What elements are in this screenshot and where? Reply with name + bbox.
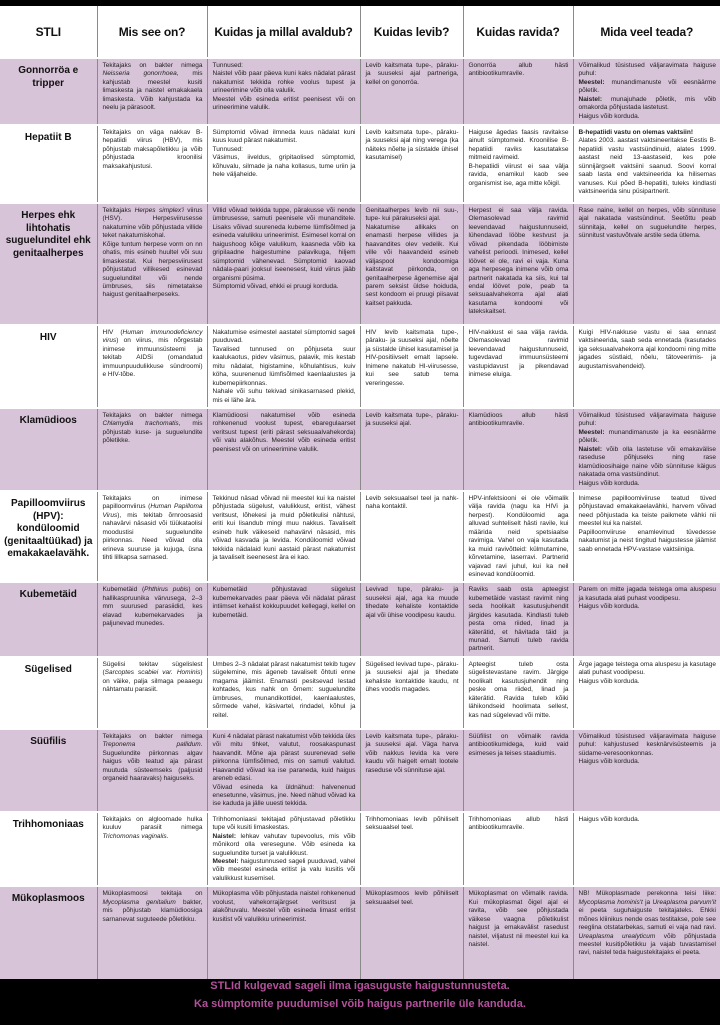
cell-gonorroa-col2: Tekitajaks on bakter nimega Neisseria gonorrhoea, mis kahjustab meestel kusiti limaskesta ja naistel emakakaela limaskesta. Võib kahjustada ka neelu ja pärasoolt.: [97, 58, 207, 125]
cell-mukoplasmoos-col5: Mükoplasmat on võimalik ravida. Kui mükoplasmat õigel ajal ei ravita, võib see põhjustada väikese vaagna põletikulist haigust ja emakavälist rasedust naistel, viljatust nii meestel kui ka naistel.: [463, 886, 573, 979]
cell-mukoplasmoos-col4: Mükoplasmoos levib põhiliselt seksuaalsel teel.: [360, 886, 463, 979]
table-row-kubemetaid: [0, 582, 720, 657]
cell-herpes-col3: Villid võivad tekkida tuppe, pärakusse või nende ümbrusesse, samuti peenisele või munanditele. Lisaks võivad suureneda kubeme lümfisõlmed ja esineda valulikku urineerimist. Esimesel korral on haigushoog kõige valulikum, kaasneda võib ka gripilaadne haigestumine palavikuga, hiljem sümptomid vähenevad. Sümptomid kaovad nädala-paari jooksul iseenesest, kuid viirus jääb organismi püsima. Sümptomid võivad, ehkki ei pruugi korduda.: [207, 203, 360, 325]
disease-name-herpes: Herpes ehk lihtohatis suguelunditel ehk genitaalherpes: [0, 203, 97, 325]
disease-name-gonorroa: Gonnorröa e tripper: [0, 58, 97, 125]
cell-suufilis-col6: Võimalikud tüsistused väljaravimata haiguse puhul: kahjustused kesknärvisüsteemis ja südame-veresoonkonnas. Haigus võib korduda.: [573, 729, 720, 812]
cell-klamudioos-col2: Tekitajaks on bakter nimega Chlamydia trachomatis, mis põhjustab kuse- ja suguelundite põletikke.: [97, 408, 207, 491]
disease-name-mukoplasmoos: Mükoplasmoos: [0, 886, 97, 979]
table-row-sugelised: [0, 657, 720, 729]
column-header-3: Kuidas ja millal avaldub?: [207, 6, 360, 58]
disease-name-sugelised: Sügelised: [0, 657, 97, 729]
cell-hepatiit-b-col6: B-hepatiidi vastu on olemas vaktsiin! Alates 2003. aastast vaktsineeritakse Eestis B-hepatiidi vastu vastsündinuid, alates 1999. aastast neid 13-aastaseid, kes pole sünnijärgselt vaktsiini saanud. Soovi korral saab lasta end vaktsineerida ka hilisemas vanuses. Kui põed B-hepatiiti, tuleks kindlasti vaktsineerida sinu püsipartnerit.: [573, 125, 720, 203]
disease-name-hepatiit-b: Hepatiit B: [0, 125, 97, 203]
cell-trihhomoniaas-col6: Haigus võib korduda.: [573, 812, 720, 887]
cell-hiv-col6: Kuigi HIV-nakkuse vastu ei saa ennast vaktsineerida, saab seda ennetada (kasutades iga seksuaalvahekorra ajal kondoomi ning mitte jagades süstlaid, nõelu, tätoveerimis- ja augustamisvahendeid).: [573, 325, 720, 408]
cell-hiv-col2: HIV (Human immunodeficiency virus) on viirus, mis nõrgestab inimese immuunsüsteemi ja tekitab AIDSi (omandatud immuunpuudulikkuse sündroomi) e HIV-tõbe.: [97, 325, 207, 408]
cell-kubemetaid-col4: Levivad tupe, päraku- ja suuseksi ajal, aga ka muude tihedate kehaliste kontaktide ajal või ühise voodipesu kaudu.: [360, 582, 463, 657]
cell-sugelised-col4: Sügelised levivad tupe-, päraku- ja suuseksi ajal ja tihedate kehaliste kontaktide kaudu, nt ühes voodis magades.: [360, 657, 463, 729]
cell-suufilis-col4: Levib kaitsmata tupe-, päraku- ja suuseksi ajal. Väga harva võib nakkus levida ka vere kaudu või haigelt emalt lootele raseduse või sünnituse ajal.: [360, 729, 463, 812]
cell-hpv-col2: Tekitajaks on inimese papilloomviirus (Human Papilloma Virus), mis tekitab õrnroosasid nahavärvi näsasid või tüükataolisi moodustisi suguelundite piirkonnas. Need võivad olla erineva suuruse ja kujuga, üsna tihti lillkapsa sarnased.: [97, 491, 207, 582]
cell-herpes-col2: Tekitajaks Herpes simplex'i viirus (HSV). Herpesviirusesse nakatumine võib põhjustada villide teket nakatumiskohal. Kõige tuntum herpese vorm on nn ohatis, mis esineb huultel või suu limaskestal. Kui herpesviirusest põhjustatud villikesed esinevad suguelunditel või nende ümbruses, siis nimetatakse haigust genitaalherpeseks.: [97, 203, 207, 325]
cell-klamudioos-col6: Võimalikud tüsistused väljaravimata haiguse puhul: Meestel: munandimanuste ja ka eesnäärme põletik. Naistel: võib olla lastetuse või emakavälise raseduse põhjuseks ning rase klamüdioosihaige naine võib sünnituse käigus nakatada oma vastsündinut. Haigus võib korduda.: [573, 408, 720, 491]
cell-hepatiit-b-col2: Tekitajaks on väga nakkav B-hepatiidi viirus (HBV), mis põhjustab maksapõletikku ja võib põhjustada kroonilisi maksakahjustusi.: [97, 125, 207, 203]
disease-name-hpv: Papilloomviirus (HPV): kondüloomid (genitaaltüükad) ja emakakaelavähk.: [0, 491, 97, 582]
column-header-2: Mis see on?: [97, 6, 207, 58]
cell-hiv-col5: HIV-nakkust ei saa välja ravida. Olemasolevad ravimid leevendavad haigustunnuseid, tugevdavad immuunsüsteemi vastupidavust ja pikendavad inimese eluiga.: [463, 325, 573, 408]
cell-trihhomoniaas-col5: Trihhomoniaas allub hästi antibiootikumravile.: [463, 812, 573, 887]
disease-name-kubemetaid: Kubemetäid: [0, 582, 97, 657]
cell-sugelised-col3: Umbes 2–3 nädalat pärast nakatumist tekib tugev sügelemine, mis ägeneb tavaliselt õhtuti enne magama jäämist. Enamasti pesitsevad lestad kohtades, kus nahk on õrnem: suguelundite ümbruses, munandikottidel, kaenlaalustes, sõrmede vahel, käsivartel, rindadel, kõhul ja reitel.: [207, 657, 360, 729]
cell-trihhomoniaas-col2: Tekitajaks on algloomade hulka kuuluv parasiit nimega Trichomonas vaginalis.: [97, 812, 207, 887]
cell-mukoplasmoos-col6: NB! Mükoplasmade perekonna teisi liike: Mycoplasma hominis't ja Ureaplasma parvum'it ei peeta suguhaiguste tekitajateks. Ehkki mõnes kliinikus nende osas testitakse, pole see reeglina otstatarbekas, samuti ei vaja nad ravi. Ureaplasma urealyticum võib põhjustada meestel kusitipõletikku ja vajab tuvastamisel ravi, naistel teda haigustekitajaks ei peeta.: [573, 886, 720, 979]
disease-name-trihhomoniaas: Trihhomoniaas: [0, 812, 97, 887]
cell-hepatiit-b-col3: Sümptomid võivad ilmneda kuus nädalat kuni kuus kuud pärast nakatumist. Tunnused: Väsimus, iiveldus, gripitaolised sümptomid, kõhuvalu, silmade ja naha kollasus, tume uriin ja hele väljaheide.: [207, 125, 360, 203]
column-header-5: Kuidas ravida?: [463, 6, 573, 58]
cell-gonorroa-col4: Levib kaitsmata tupe-, päraku- ja suuseksi ajal partneriga, kellel on gonorröa.: [360, 58, 463, 125]
cell-sugelised-col2: Sügelisi tekitav sügelislest (Sarcoptes scabiei var. Hominis) on väike, palja silmaga peaaegu nähtamatu parasiit.: [97, 657, 207, 729]
cell-trihhomoniaas-col3: Trihhomoniaasi tekitajad põhjustavad põletikku tupe või kusiti limaskestas. Naistel: lehkav vahutav tupevoolus, mis võib mõnikord olla veresegune. Võib esineda ka suguelundite turset ja valulikkust. Meestel: haigustunnused sageli puuduvad, vahel võib meestel esineda eritist ja valu kusitis või valulikkust kusemisel.: [207, 812, 360, 887]
table-row-suufilis: [0, 729, 720, 812]
cell-hpv-col5: HPV-infektsiooni ei ole võimalik välja ravida (nagu ka HIVi ja herpest). Kondüloomid aga alluvad suhteliselt hästi ravile, kui määrida neid spetsiaalse ravimiga. Vahel on vaja kasutada ka muid ravivõtteid: külmutamine, kõrvetamine, laserravi. Partnerid vajavad ravi juhul, kui ka neil esinevad kondüloomid.: [463, 491, 573, 582]
cell-suufilis-col3: Kuni 4 nädalat pärast nakatumist võib tekkida üks või mitu tihket, valutut, roosakaspunast haavandit. Mõne aja pärast suurenevad selle piirkonna lümfisõlmed, mis on samuti valutud. Haavandid võivad ka ise paraneda, kuid haigus areneb edasi. Võivad esineda ka üldnähud: halvenenud enesetunne, väsimus, jne. Need nähud võivad ka ise kaduda ja jälle uuesti tekkida.: [207, 729, 360, 812]
table-row-herpes: [0, 203, 720, 325]
cell-suufilis-col2: Tekitajaks on bakter nimega Treponema pallidum. Suguelundite piirkonnas algav haigus võib teatud aja pärast muutuda süsteemseks (paljusid organeid haaravaks) haiguseks.: [97, 729, 207, 812]
cell-hpv-col3: Tekkinud näsad võivad nii meestel kui ka naistel põhjustada sügelust, valulikkust, eritist, vähest veritsust, lõhekesi ja muid põletikulisi nähtusi, eriti kui lisandub mingi muu nakkus. Tavaliselt esineb hulk väikeseid nahavärvi näsasid, mis võivad kasvada ja levida. Kondüloomid võivad tekkida nädalaid kuni aastaid pärast nakatumist ja tavaliselt iseenesest ära ei kao.: [207, 491, 360, 582]
table-row-hepatiit-b: [0, 125, 720, 203]
header-row: [0, 6, 720, 58]
cell-kubemetaid-col3: Kubemetäid põhjustavad sügelust kubemekarvades paar päeva või nädalat pärast intiimset kehalist kokkupuudet kellegagi, kellel on kubemetäid.: [207, 582, 360, 657]
table-row-gonorroa: [0, 58, 720, 125]
cell-klamudioos-col4: Levib kaitsmata tupe-, päraku- ja suuseksi ajal.: [360, 408, 463, 491]
disease-name-suufilis: Süüfilis: [0, 729, 97, 812]
cell-hiv-col4: HIV levib kaitsmata tupe-, päraku- ja suuseksi ajal, nõelte ja süstalde ühisel kasutamisel ja HIV-positiivselt emalt lapsele. Inimene nakatub HI-viirusesse, kui see satub tema vereringesse.: [360, 325, 463, 408]
disease-name-hiv: HIV: [0, 325, 97, 408]
cell-kubemetaid-col2: Kubemetäid (Phthirus pubis) on hallikaspruunika värvusega, 2–3 mm suurused parasiidid, kes elavad kubemekarvades ja paljunevad munedes.: [97, 582, 207, 657]
cell-hepatiit-b-col4: Levib kaitsmata tupe-, päraku- ja suuseksi ajal ning verega (ka näiteks nõelte ja süstalde ühisel kasutamisel): [360, 125, 463, 203]
cell-klamudioos-col3: Klamüdioosi nakatumisel võib esineda rohkenenud voolust tupest, ebaregulaarset veritsust tupest (eriti pärast seksuaalvahekorda) või valu alakõhus. Meestel võib esineda eritist peenisest või on urineerimine valulik.: [207, 408, 360, 491]
cell-hpv-col4: Levib seksuaalsel teel ja nahk-naha kontaktil.: [360, 491, 463, 582]
cell-sugelised-col5: Apteegist tuleb osta sügelistevastane ravim. Järgige hoolikalt kasutusjuhendit ning peske oma riided, linad ja käterätid. Ravida tuleb kõiki lähikondseid hoolimata sellest, kas nad sügelevad või mitte.: [463, 657, 573, 729]
table-body: [0, 58, 720, 979]
table-row-trihhomoniaas: [0, 812, 720, 887]
cell-hiv-col3: Nakatumise esimestel aastatel sümptomid sageli puuduvad. Tavalised tunnused on põhjuseta suur kaalukaotus, pidev väsimus, palavik, mis kestab mitu nädalat, higistamine, kõhulahtisus, kuiv köha, suurenenud lümfisõlmed kaenlaalustes ja kubemepiirkonnas. Nahale või suhu tekivad sinikasarnased plekid, mis ei lähe ära.: [207, 325, 360, 408]
cell-gonorroa-col6: Võimalikud tüsistused väljaravimata haiguse puhul: Meestel: munandimanuste või eesnäärme põletik. Naistel: munajuhade põletik, mis võib omakorda põhjustada lastetust. Haigus võib korduda.: [573, 58, 720, 125]
cell-herpes-col4: Genitaalherpes levib nii suu-, tupe- kui pärakuseksi ajal. Nakatumise allikaks on enamasti herpese villides ja haavandites olev vedelik. Kui ville või haavandeid esineb väljaspool kondoomiga kaitstavat piirkonda, on genitaalherpese ägenemise ajal parem seksist üldse hoiduda, sest kondoom ei pruugi piisavat kaitset pakkuda.: [360, 203, 463, 325]
table-row-hiv: [0, 325, 720, 408]
cell-herpes-col5: Herpest ei saa välja ravida. Olemasolevad ravimid leevendavad haigustunnuseid, lühendavad lööbe kestvust ja võivad pikendada lööbimiste vahelist perioodi. Inimesed, kellel löövet ei ole, ravi ei vaja. Kuna aga herpesega inimene võib oma partnerit nakatada ka siis, kui tal endal löövet pole, peab ta seksuaalvahekorra ajal alati kasutama kondoomi või latekskaitset.: [463, 203, 573, 325]
table-row-klamudioos: [0, 408, 720, 491]
footer: [0, 979, 720, 1025]
cell-mukoplasmoos-col2: Mükoplasmoosi tekitaja on Mycoplasma genitalium bakter, mis põhjustab klamüdioosiga sarnanevat suguteede põletikku.: [97, 886, 207, 979]
table-row-mukoplasmoos: [0, 886, 720, 979]
footer-line-1: STLId kulgevad sageli ilma igasuguste haigustunnusteta.: [210, 980, 510, 993]
cell-hepatiit-b-col5: Haiguse ägedas faasis ravitakse ainult sümptomeid. Kroonilise B-hepatiidi raviks kasutatakse mitmeid ravimeid. B-hepatiidi viirust ei saa välja ravida, enamikul kaob see organismist ise, aga mitte kõigil.: [463, 125, 573, 203]
cell-mukoplasmoos-col3: Mükoplasma võib põhjustada naistel rohkenenud voolust, vahekorrajärgset veritsust ja alakõhuvalu. Meestel võib esineda limast eritist kusitist või valulikku urineerimist.: [207, 886, 360, 979]
cell-hpv-col6: Inimese papilloomiviiruse teatud tüved põhjustavad emakakaelavähki, harvem võivad need põhjustada ka teiste paikmete vähki nii meestel kui ka naistel. Papilloomviiruse enamlevinud tüvedesse nakatumist ja neist tingitud haigustesse jäämist saab ennetada HPV-vastase vaktsiiniga.: [573, 491, 720, 582]
cell-gonorroa-col3: Tunnused: Naistel võib paar päeva kuni kaks nädalat pärast nakatumist tekkida rohke voolus tupest ja urineerimine võib olla valulik. Meestel võib esineda eritist peenisest või on urineerimine valulik.: [207, 58, 360, 125]
cell-trihhomoniaas-col4: Trihhomoniaas levib põhiliselt seksuaalsel teel.: [360, 812, 463, 887]
cell-herpes-col6: Rase naine, kellel on herpes, võib sünnituse ajal nakatada vastsündinut. Seetõttu peab sünnitaja, kellel on suguelundite herpes, sünnitust vastuvõtvale arstile seda ütlema.: [573, 203, 720, 325]
column-header-4: Kuidas levib?: [360, 6, 463, 58]
cell-gonorroa-col5: Gonorröa allub hästi antibiootikumravile.: [463, 58, 573, 125]
column-header-6: Mida veel teada?: [573, 6, 720, 58]
cell-suufilis-col5: Süüfilist on võimalik ravida antibiootikumidega, kuid vaid esimeses ja teises staadiumis.: [463, 729, 573, 812]
stli-table: [0, 6, 720, 979]
cell-kubemetaid-col6: Parem on mitte jagada teistega oma aluspesu ja kasutada alati puhast voodipesu. Haigus võib korduda.: [573, 582, 720, 657]
cell-sugelised-col6: Ärge jagage teistega oma aluspesu ja kasutage alati puhast voodipesu. Haigus võib korduda.: [573, 657, 720, 729]
column-header-1: STLI: [0, 6, 97, 58]
table-row-hpv: [0, 491, 720, 582]
disease-name-klamudioos: Klamüdioos: [0, 408, 97, 491]
footer-line-2: Ka sümptomite puudumisel võib haigus partnerile üle kanduda.: [194, 997, 526, 1010]
cell-klamudioos-col5: Klamüdioos allub hästi antibiootikumravile.: [463, 408, 573, 491]
cell-kubemetaid-col5: Raviks saab osta apteegist kubemetäide vastast ravimit ning seda hoolikalt kasutusjuhendit järgides kasutada. Kindlasti tuleb pesta oma riided, linad ja käterätid, et hävitada täid ja munad. Samuti tuleb ravida partnerit.: [463, 582, 573, 657]
